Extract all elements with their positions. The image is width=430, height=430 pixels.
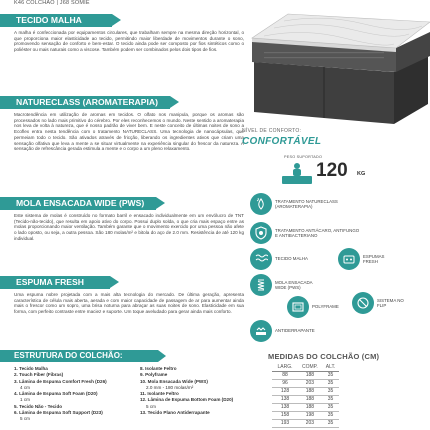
cell: 203 xyxy=(298,380,322,388)
structure-list-right xyxy=(140,366,233,416)
layer-item: 13. Tecido Plano Antiderrapante xyxy=(140,410,210,416)
measures-header-length: COMP. xyxy=(298,364,322,372)
table-row xyxy=(272,420,339,428)
section-body-natureclass: Macrotendência em utilização de aromas em tecidos. O olfato nos manipula, porque os aromas são processados no lado mais primitivo do cérebro. Por eles reconhecemos o mundo. Neste sentido a aromaterapia nos leva de volta à natureza, que é nosso padrão de viver bem. E neste conceito de últimas noites de sono a Ecoflex entra nesta tendência com o tratamento NATURECLASS. Uma tecnologia de nanocápsulas, que permeiam todo o tecido. São ativados através de fricção, liberando os ingredientes ativos que criam uma sensação olfativa que leva a mente a se situar virtualmente na experiência singular do frescor da natureza. A sensação de refrescância gerada estimula a mente e o corpo a um pleno relaxamento. xyxy=(14,112,244,152)
table-row xyxy=(272,396,339,404)
tech-label: POLYFRAME xyxy=(312,304,339,310)
cell: 188 xyxy=(298,388,322,396)
tech-label: ANTIDERRAPANTE xyxy=(275,328,315,334)
layer-detail: 1 cm xyxy=(20,397,30,403)
tech-polyframe xyxy=(287,296,346,318)
cell: 88 xyxy=(272,372,298,380)
layer-item: 9. Polyframe xyxy=(140,372,168,378)
foam-icon xyxy=(338,248,360,270)
table-row xyxy=(272,380,339,388)
weight-label: PESO SUPORTADO xyxy=(284,155,323,159)
section-title-espuma-fresh: ESPUMA FRESH xyxy=(0,276,110,289)
layer-item: 4. Lâmina de Espuma Soft Foam (D20) xyxy=(14,391,98,397)
tech-antiderrapante xyxy=(250,320,335,342)
tech-label: MOLA ENSACADA WIDE (PWS) xyxy=(275,279,313,290)
layer-item: 12. Lâmina de Espuma Bottom Foam (D20) xyxy=(140,397,234,403)
section-title-tecido-malha: TECIDO MALHA xyxy=(0,14,112,27)
mattress-image xyxy=(244,0,430,130)
table-row xyxy=(272,404,339,412)
weight-unit: KG xyxy=(357,171,366,177)
layer-item: 10. Mola Ensacada Wide (PWS) xyxy=(140,378,208,384)
cell: 188 xyxy=(298,372,322,380)
cell: 35 xyxy=(322,372,340,380)
table-row xyxy=(272,372,339,380)
cell: 138 xyxy=(272,396,298,404)
tech-tecido-malha xyxy=(250,248,315,270)
structure-title: ESTRUTURA DO COLCHÃO: xyxy=(0,350,158,362)
layer-item: 2. Touch Fiber (Fibras) xyxy=(14,372,64,378)
measures-table xyxy=(272,364,339,428)
tech-natureclass xyxy=(250,193,345,215)
no-flip-icon xyxy=(352,292,374,314)
tech-espumas-fresh xyxy=(338,248,393,270)
cell: 35 xyxy=(322,388,340,396)
section-body-mola-ensacada: Este sistema de molas é construído no formato barril e ensacado individualmente em um envólucro de TNT (Tecido-não-tecido), que resulta em apoio ativo do corpo. Possui duplo solda, o que cria mais espaço entre as molas proporcionando maior ventilação. Também garante que o movimento exercido por uma pessoa não afete o lado oposto, ou seja, a outra pessoa. São 180 molas/m² e bitola do aço de 2.0 mm. Resistência de até 120 kg individual. xyxy=(14,213,244,241)
cell: 35 xyxy=(322,420,340,428)
tech-label: SISTEMA NO FLIP xyxy=(377,297,404,308)
tech-mola-ensacada xyxy=(250,274,321,296)
cell: 188 xyxy=(298,396,322,404)
person-weight-icon xyxy=(282,162,312,184)
table-row xyxy=(272,388,339,396)
tech-label: TRATAMENTO NATURECLASS (AROMATERAPIA) xyxy=(275,198,338,209)
spring-icon xyxy=(250,274,272,296)
layer-detail: 5 cm xyxy=(20,416,30,422)
layer-detail: 2.0 mm - 180 molas/m² xyxy=(146,384,194,390)
anti-slip-icon xyxy=(250,320,272,342)
cell: 158 xyxy=(272,412,298,420)
cell: 193 xyxy=(272,420,298,428)
aroma-icon xyxy=(250,193,272,215)
cell: 203 xyxy=(298,420,322,428)
knit-icon xyxy=(250,248,272,270)
cell: 96 xyxy=(272,380,298,388)
structure-list-left xyxy=(14,366,107,423)
cell: 35 xyxy=(322,380,340,388)
measures-title: MEDIDAS DO COLCHÃO (CM) xyxy=(268,352,380,361)
layer-item: 8. Isolante Feltro xyxy=(140,366,177,371)
tech-label: TRATAMENTO ANTIÁCARO, ANTIFUNGO E ANTIBACTERIANO xyxy=(275,227,360,238)
product-codes: K46 COLCHÃO | J68 SOMIE xyxy=(14,0,90,6)
cell: 188 xyxy=(298,404,322,412)
layer-item: 6. Lâmina de Espuma Soft Support (D23) xyxy=(14,410,103,416)
cell: 138 xyxy=(272,404,298,412)
layer-item: 11. Isolante Feltro xyxy=(140,391,179,397)
layer-detail: 4 cm xyxy=(20,384,30,390)
section-title-mola-ensacada: MOLA ENSACADA WIDE (PWS) xyxy=(0,197,156,210)
layer-item: 5. Tecido Não - Tecido xyxy=(14,403,63,409)
section-title-natureclass: NATURECLASS (AROMATERAPIA) xyxy=(0,96,170,109)
layer-item: 3. Lâmina de Espuma Comfort Fresh (D26) xyxy=(14,378,107,384)
section-body-tecido-malha: A malha é confeccionada por equipamentos circulares, que trabalham sempre na mesma direção horizontal, o que proporciona maior elasticidade ao tecido, permitindo maior liberdade de movimentos durante o sono, promovendo sensação de conforto e bem-estar. O tecido ainda pode ser composto por fios sintéticos como o poliéster ou mais naturais como a viscose. Também podem ser combinados pelos dois tipos de fios. xyxy=(14,30,244,53)
measures-header-height: ALT. xyxy=(322,364,340,372)
comfort-label: NÍVEL DE CONFORTO: xyxy=(242,128,302,134)
cell: 128 xyxy=(272,388,298,396)
measures-header-width: LARG. xyxy=(272,364,298,372)
cell: 35 xyxy=(322,396,340,404)
cell: 35 xyxy=(322,412,340,420)
table-row xyxy=(272,412,339,420)
tech-label: TECIDO MALHA xyxy=(275,256,308,262)
layer-detail: 5 cm xyxy=(146,403,156,409)
comfort-value: CONFORTÁVEL xyxy=(242,136,322,147)
tech-label: ESPUMAS FRESH xyxy=(363,253,385,264)
shield-bacteria-icon xyxy=(250,222,272,244)
tech-antiacaro xyxy=(250,222,363,244)
weight-value: 120 xyxy=(316,160,348,181)
polyfoam-icon xyxy=(287,296,309,318)
section-body-espuma-fresh: Uma espuma nobre projetada com a mais alta tecnologia do mercado. De última geração, apresenta característica de célula mais aberta, aerada e com maior capacidade de passagem de ar para aumentar ainda mais o frescor como um sopro, uma brisa noturna para abraçar as suas noites de sono. Elasticidade em sua forma, com perfeito contraste entre maciez e suporte. Um toque aveludado para gerar ainda mais conforto. xyxy=(14,292,244,315)
cell: 35 xyxy=(322,404,340,412)
layer-item: 1. Tecido Malha xyxy=(14,366,48,371)
cell: 198 xyxy=(298,412,322,420)
tech-no-flip xyxy=(352,292,407,314)
